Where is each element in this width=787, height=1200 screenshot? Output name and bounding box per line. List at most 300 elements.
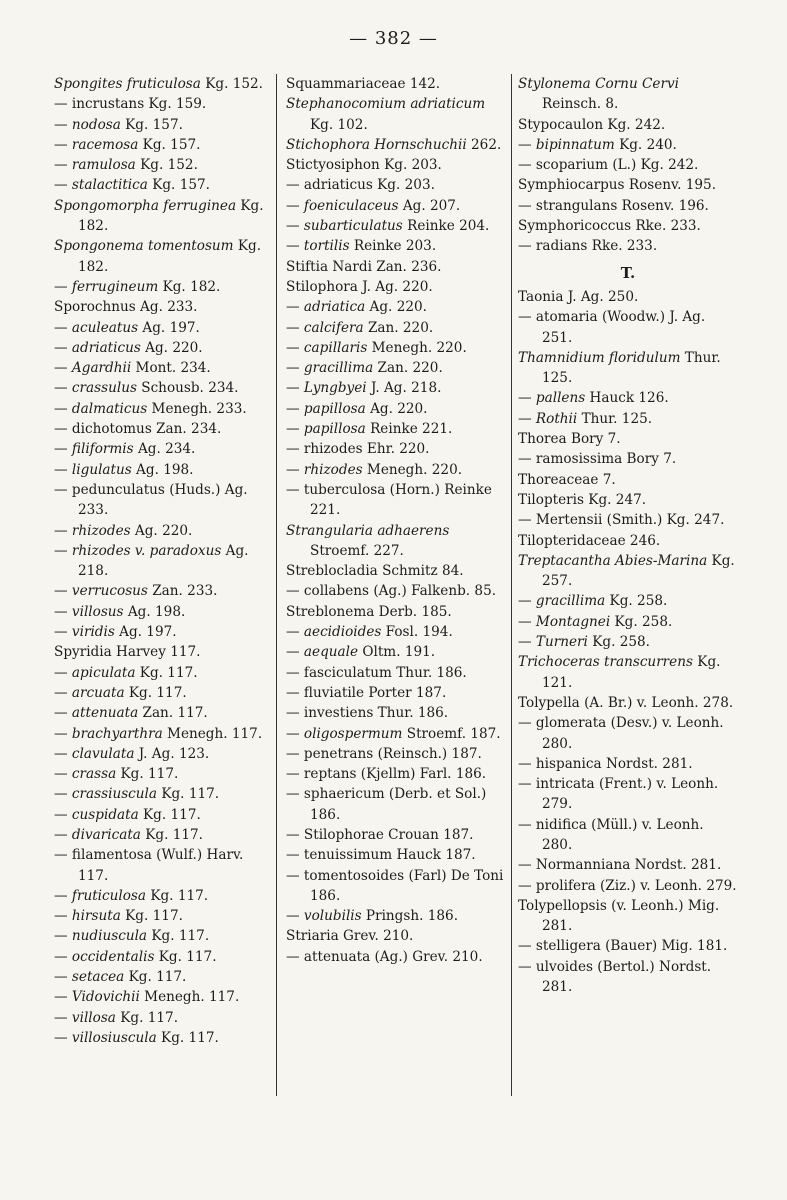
entry-dash: — (54, 96, 72, 113)
index-entry (286, 236, 508, 256)
index-entry (54, 703, 272, 723)
entry-dash: — (286, 339, 304, 356)
index-entry (54, 744, 272, 764)
entry-text: Kg. 117. (124, 684, 187, 701)
entry-dash: — (54, 684, 72, 701)
index-entry (54, 663, 272, 683)
entry-text: Taonia J. Ag. 250. (518, 288, 639, 305)
entry-text: Menegh. 220. (367, 339, 467, 356)
entry-text: Ag. 220. (140, 339, 203, 356)
index-entry (518, 175, 738, 195)
entry-text: Kg. 157. (120, 116, 183, 133)
entry-text: Ag. 198. (123, 603, 186, 620)
index-entry (54, 845, 272, 886)
entry-italic-name: ramulosa (71, 157, 136, 174)
entry-dash: — (518, 613, 536, 630)
index-entry (286, 683, 508, 703)
index-entry (54, 94, 272, 114)
index-entry (518, 135, 738, 155)
entry-italic-name: papillosa (303, 421, 366, 438)
entry-dash: — (54, 725, 72, 742)
entry-dash: — (54, 481, 72, 498)
entry-text: Tilopteridaceae 246. (518, 532, 661, 549)
index-entry (518, 307, 738, 348)
index-entry (286, 318, 508, 338)
entry-text: Thur. 125. (577, 410, 653, 427)
entry-italic-name: Treptacantha Abies-Marina (518, 552, 708, 569)
entry-dash: — (518, 776, 536, 793)
entry-text: Mertensii (Smith.) Kg. 247. (535, 512, 725, 529)
entry-text: Kg. 257. (542, 552, 735, 590)
index-entry (518, 652, 738, 693)
entry-text: ramosissima Bory 7. (535, 451, 677, 468)
entry-text: tuberculosa (Horn.) Reinke 221. (303, 481, 492, 519)
entry-text: attenuata (Ag.) Grev. 210. (303, 948, 483, 965)
index-entry (518, 409, 738, 429)
index-entry (54, 967, 272, 987)
entry-italic-name: ferrugineum (71, 278, 159, 295)
index-entry (54, 297, 272, 317)
index-entry (286, 845, 508, 865)
entry-dash: — (286, 197, 304, 214)
entry-text: Menegh. 220. (362, 461, 463, 478)
entry-text: Kg. 102. (310, 116, 368, 133)
entry-text: Reinke 221. (365, 421, 453, 438)
entry-dash: — (286, 319, 304, 336)
entry-italic-name: rhizodes (303, 461, 363, 478)
entry-dash: — (518, 755, 536, 772)
entry-text: Kg. 152. (135, 157, 198, 174)
entry-dash: — (54, 177, 72, 194)
entry-dash: — (54, 969, 72, 986)
entry-text: Kg. 117. (135, 664, 198, 681)
entry-dash: — (286, 867, 304, 884)
entry-italic-name: adriatica (303, 299, 366, 316)
entry-text: ulvoides (Bertol.) Nordst. 281. (535, 958, 712, 996)
entry-text: intricata (Frent.) v. Leonh. 279. (535, 776, 719, 813)
entry-dash: — (54, 380, 72, 397)
index-entry (286, 521, 508, 562)
entry-italic-name: villosus (71, 603, 124, 620)
index-entry (286, 866, 508, 907)
entry-text: Tolypella (A. Br.) v. Leonh. 278. (518, 694, 734, 711)
entry-dash: — (518, 715, 536, 732)
index-entry (518, 287, 738, 307)
index-entry (286, 277, 508, 297)
entry-text: Kg. 117. (157, 786, 220, 803)
entry-text: Kg. 157. (138, 136, 201, 153)
entry-italic-name: dalmaticus (71, 400, 148, 417)
entry-text: filamentosa (Wulf.) Harv. 117. (71, 847, 244, 884)
entry-dash: — (54, 339, 72, 356)
entry-italic-name: gracillima (303, 360, 374, 377)
index-entry (518, 754, 738, 774)
entry-text: Ag. 218. (78, 542, 249, 580)
entry-text: strangulans Rosenv. 196. (535, 197, 709, 214)
index-entry (54, 764, 272, 784)
index-entry (518, 236, 738, 256)
entry-dash: — (518, 634, 536, 651)
entry-dash: — (286, 908, 304, 925)
entry-italic-name: ligulatus (71, 461, 132, 478)
entry-italic-name: Spongomorpha ferruginea (54, 197, 237, 214)
entry-italic-name: foeniculaceus (303, 197, 399, 214)
entry-italic-name: bipinnatum (535, 136, 615, 153)
entry-text: Menegh. 233. (147, 400, 247, 417)
index-entry (518, 632, 738, 652)
index-entry (54, 74, 272, 94)
entry-dash: — (54, 786, 72, 803)
entry-italic-name: pallens (535, 390, 586, 407)
index-entry (54, 277, 272, 297)
index-entry (54, 825, 272, 845)
entry-dash: — (286, 664, 304, 681)
index-entry (518, 490, 738, 510)
index-entry (54, 115, 272, 135)
entry-dash: — (518, 410, 536, 427)
entry-text: Thorea Bory 7. (518, 431, 621, 448)
entry-italic-name: calcifera (303, 319, 364, 336)
index-entry (518, 74, 738, 115)
entry-italic-name: apiculata (71, 664, 136, 681)
entry-dash: — (518, 512, 536, 529)
index-entry (518, 348, 738, 389)
entry-text: fasciculatum Thur. 186. (303, 664, 467, 681)
entry-text: Stroemf. 187. (402, 725, 501, 742)
entry-dash: — (54, 542, 72, 559)
entry-dash: — (518, 136, 536, 153)
entry-text: scoparium (L.) Kg. 242. (535, 157, 699, 174)
entry-italic-name: cuspidata (71, 806, 139, 823)
entry-italic-name: subarticulatus (303, 218, 403, 235)
index-entry (518, 774, 738, 815)
entry-dash: — (286, 441, 304, 458)
entry-italic-name: fruticulosa (71, 887, 146, 904)
entry-dash: — (518, 877, 536, 894)
entry-text: Zan. 220. (363, 319, 434, 336)
index-entry (286, 744, 508, 764)
entry-dash: — (518, 238, 536, 255)
entry-italic-name: Trichoceras transcurrens (518, 654, 693, 671)
index-entry (518, 876, 738, 896)
index-entry (286, 297, 508, 317)
entry-text: Stilophora J. Ag. 220. (286, 278, 433, 295)
index-entry (286, 74, 508, 94)
index-entry (54, 155, 272, 175)
entry-text: dichotomus Zan. 234. (71, 421, 222, 438)
entry-italic-name: crassiuscula (71, 786, 157, 803)
index-entry (54, 602, 272, 622)
index-entry (518, 429, 738, 449)
entry-text: Ag. 197. (138, 319, 200, 336)
index-entry (286, 622, 508, 642)
entry-dash: — (286, 745, 304, 762)
entry-text: Sporochnus Ag. 233. (54, 299, 198, 316)
entry-text: Striaria Grev. 210. (286, 928, 414, 945)
index-entry (54, 236, 272, 277)
index-entry (286, 784, 508, 825)
entry-dash: — (518, 857, 536, 874)
entry-text: tenuissimum Hauck 187. (303, 847, 476, 864)
entry-text: Reinke 203. (349, 238, 437, 255)
entry-dash: — (54, 928, 72, 945)
index-entry (286, 419, 508, 439)
index-entry (518, 855, 738, 875)
entry-text: Zan. 220. (373, 360, 443, 377)
entry-text: Kg. 182. (78, 197, 264, 235)
index-entry (54, 358, 272, 378)
entry-dash: — (518, 390, 536, 407)
entry-dash: — (518, 197, 536, 214)
entry-italic-name: Stylonema Cornu Cervi (518, 76, 679, 92)
entry-text: Kg. 182. (78, 238, 262, 275)
entry-italic-name: hirsuta (71, 908, 121, 925)
entry-text: Stilophorae Crouan 187. (303, 826, 474, 843)
index-entry (286, 175, 508, 195)
entry-dash: — (54, 948, 72, 965)
entry-dash: — (286, 705, 304, 722)
entry-italic-name: capillaris (303, 339, 368, 356)
entry-text: Kg. 117. (146, 887, 209, 904)
index-entry (54, 1028, 272, 1048)
entry-dash: — (286, 786, 304, 803)
entry-text: adriaticus Kg. 203. (303, 177, 435, 194)
entry-italic-name: adriaticus (71, 339, 141, 356)
entry-dash: — (54, 116, 72, 133)
index-entry (54, 1008, 272, 1028)
entry-text: Thur. 125. (542, 349, 721, 387)
index-entry (54, 318, 272, 338)
index-entry (286, 155, 508, 175)
index-entry (286, 561, 508, 581)
index-entry (54, 886, 272, 906)
entry-text: Kg. 121. (542, 654, 721, 691)
index-entry (54, 399, 272, 419)
entry-dash: — (286, 481, 304, 498)
entry-text: radians Rke. 233. (535, 238, 658, 255)
entry-text: Kg. 117. (124, 969, 187, 986)
entry-italic-name: gracillima (535, 593, 606, 610)
entry-dash: — (518, 157, 536, 174)
entry-dash: — (54, 1029, 72, 1046)
entry-dash: — (286, 238, 304, 255)
entry-text: Zan. 117. (138, 705, 208, 722)
index-entry (286, 94, 508, 135)
index-entry (54, 338, 272, 358)
index-entry (54, 196, 272, 237)
index-entry (54, 724, 272, 744)
entry-text: Streblocladia Schmitz 84. (286, 563, 464, 580)
entry-dash: — (518, 938, 536, 955)
index-entry (286, 947, 508, 967)
entry-dash: — (286, 583, 304, 600)
entry-italic-name: racemosa (71, 136, 139, 153)
entry-text: Ag. 198. (131, 461, 194, 478)
entry-italic-name: volubilis (303, 908, 362, 925)
index-entry (518, 115, 738, 135)
index-entry (518, 216, 738, 236)
entry-italic-name: Stichophora Hornschuchii (286, 136, 467, 153)
entry-text: investiens Thur. 186. (303, 705, 449, 722)
entry-italic-name: villosa (71, 1009, 116, 1026)
index-entry (286, 906, 508, 926)
entry-dash: — (54, 360, 72, 377)
entry-text: Kg. 258. (605, 593, 668, 610)
index-entry (286, 703, 508, 723)
index-entry (286, 602, 508, 622)
entry-text: Ag. 197. (114, 624, 177, 641)
entry-dash: — (54, 989, 72, 1006)
entry-text: Thoreaceae 7. (518, 471, 616, 488)
entry-italic-name: aculeatus (71, 319, 139, 336)
entry-text: Kg. 117. (116, 766, 179, 783)
entry-italic-name: setacea (71, 969, 125, 986)
entry-italic-name: brachyarthra (71, 725, 163, 742)
entry-dash: — (286, 461, 304, 478)
entry-text: tomentosoides (Farl) De Toni 186. (303, 867, 504, 904)
index-entry (54, 480, 272, 521)
entry-dash: — (286, 644, 304, 661)
entry-dash: — (54, 624, 72, 641)
entry-italic-name: Thamnidium floridulum (518, 349, 681, 366)
entry-text: Oltm. 191. (358, 644, 436, 661)
index-entry (286, 825, 508, 845)
entry-text: Ag. 207. (398, 197, 461, 214)
index-entry (518, 936, 738, 956)
index-entry (54, 784, 272, 804)
page-number: — 382 — (349, 28, 438, 49)
index-entry (286, 338, 508, 358)
entry-dash: — (54, 847, 72, 864)
index-entry (286, 926, 508, 946)
entry-text: nidifica (Müll.) v. Leonh. 280. (535, 816, 704, 853)
index-entry (286, 358, 508, 378)
entry-dash: — (54, 319, 72, 336)
index-entry (286, 257, 508, 277)
entry-text: Fosl. 194. (381, 624, 453, 641)
index-entry (54, 926, 272, 946)
index-entry (286, 480, 508, 521)
index-entry (286, 378, 508, 398)
entry-text: glomerata (Desv.) v. Leonh. 280. (535, 715, 724, 752)
entry-italic-name: stalactitica (71, 177, 148, 194)
entry-dash: — (286, 421, 304, 438)
entry-italic-name: divaricata (71, 826, 141, 843)
column-divider (276, 74, 277, 1096)
entry-text: Zan. 233. (147, 583, 218, 600)
entry-italic-name: aequale (303, 644, 359, 661)
entry-dash: — (54, 421, 72, 438)
index-entry (518, 510, 738, 530)
entry-text: Kg. 117. (156, 1029, 219, 1046)
entry-italic-name: oligospermum (303, 725, 403, 742)
entry-italic-name: Spongites fruticulosa (54, 76, 201, 92)
entry-italic-name: rhizodes v. paradoxus (71, 542, 222, 559)
index-entry (518, 896, 738, 937)
entry-text: Kg. 117. (154, 948, 217, 965)
entry-text: J. Ag. 123. (134, 745, 210, 762)
entry-italic-name: Agardhii (71, 360, 132, 377)
entry-italic-name: crassa (71, 766, 117, 783)
entry-dash: — (518, 309, 536, 326)
index-column-2 (286, 74, 508, 967)
entry-text: prolifera (Ziz.) v. Leonh. 279. (535, 877, 737, 894)
entry-italic-name: filiformis (71, 441, 134, 458)
index-entry (54, 175, 272, 195)
column-divider (511, 74, 512, 1096)
entry-italic-name: verrucosus (71, 583, 148, 600)
entry-dash: — (54, 806, 72, 823)
entry-dash: — (286, 177, 304, 194)
entry-text: Kg. 240. (614, 136, 677, 153)
entry-text: J. Ag. 218. (366, 380, 442, 397)
section-letter-heading: T. (620, 263, 636, 282)
entry-dash: — (54, 745, 72, 762)
index-entry (518, 693, 738, 713)
entry-text: Symphiocarpus Rosenv. 195. (518, 177, 717, 194)
index-entry (54, 906, 272, 926)
entry-text: pedunculatus (Huds.) Ag. 233. (71, 481, 248, 519)
entry-dash: — (286, 847, 304, 864)
entry-text: Kg. 117. (138, 806, 201, 823)
entry-italic-name: Lyngbyei (303, 380, 367, 397)
entry-text: Schousb. 234. (136, 380, 239, 397)
entry-dash: — (518, 816, 536, 833)
entry-text: Ag. 220. (365, 400, 428, 417)
entry-text: sphaericum (Derb. et Sol.) 186. (303, 786, 487, 823)
entry-text: incrustans Kg. 159. (71, 96, 207, 113)
entry-text: Reinke 204. (402, 218, 490, 235)
entry-text: atomaria (Woodw.) J. Ag. 251. (535, 309, 706, 346)
index-entry (286, 460, 508, 480)
index-entry (286, 642, 508, 662)
entry-text: Symphoricoccus Rke. 233. (518, 218, 701, 235)
entry-dash: — (518, 451, 536, 468)
index-entry (286, 135, 508, 155)
entry-italic-name: Spongonema tomentosum (54, 238, 234, 255)
index-entry (518, 388, 738, 408)
entry-dash: — (54, 664, 72, 681)
entry-dash: — (518, 958, 536, 975)
index-entry (518, 196, 738, 216)
entry-text: hispanica Nordst. 281. (535, 755, 693, 772)
entry-dash: — (54, 705, 72, 722)
index-entry (54, 947, 272, 967)
entry-text: Hauck 126. (585, 390, 669, 407)
index-entry (518, 531, 738, 551)
index-entry (54, 581, 272, 601)
entry-text: fluviatile Porter 187. (303, 684, 447, 701)
index-column-1 (54, 74, 272, 1048)
entry-dash: — (286, 299, 304, 316)
index-entry (286, 764, 508, 784)
entry-text: Reinsch. 8. (542, 96, 619, 113)
index-entry (54, 541, 272, 582)
index-entry (286, 663, 508, 683)
entry-italic-name: Montagnei (535, 613, 611, 630)
index-entry (518, 551, 738, 592)
entry-italic-name: papillosa (303, 400, 366, 417)
entry-text: collabens (Ag.) Falkenb. 85. (303, 583, 497, 600)
entry-dash: — (286, 400, 304, 417)
index-entry (286, 216, 508, 236)
index-entry (518, 591, 738, 611)
entry-italic-name: rhizodes (71, 522, 131, 539)
entry-dash: — (286, 218, 304, 235)
index-entry (54, 521, 272, 541)
index-entry (54, 135, 272, 155)
index-entry (518, 470, 738, 490)
